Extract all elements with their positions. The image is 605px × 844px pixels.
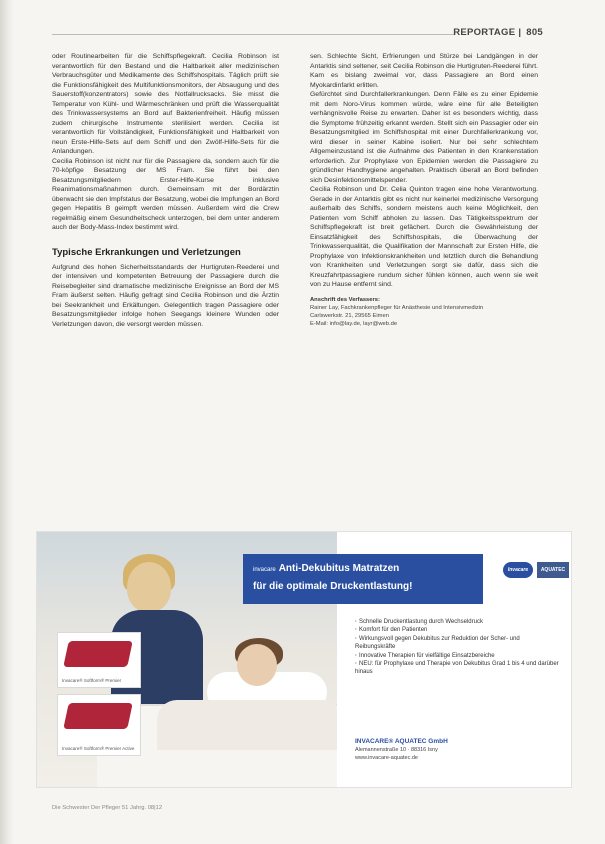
right-column	[310, 52, 538, 328]
ad-headline-text-1: Anti-Dekubitus Matratzen	[278, 563, 400, 574]
left-paragraph-1: oder Routinearbeiten für die Schiffspflegekraft. Cecilia Robinson ist verantwortlich für den Bestand und die Haltbarkeit aller medizinischen Verbrauchsgüter und Medikamente des Schiffshospitals. Täglich prüft sie die Funktionsfähigkeit des Multifunktionsmonitors, der Absaugung und des Sauerstoff(konzentrators) sowie des Notfallrucksacks. Sie misst die Temperatur von Kühl- und Wärmeschränken und prüft die Wasserqualität des Trinkwassersystems an Bord auf Bakterienfreiheit. Häufig müssen zudem chirurgische Instrumente sterilisiert werden. Cecilia ist verantwortlich für Vollständigkeit, Funktionsfähigkeit und Haltbarkeit von neun Erste-Hilfe-Sets auf dem Schiff und den Zwölf-Hilfe-Sets für die Anlandungen.	[52, 53, 279, 155]
right-paragraph-1: sen. Schlechte Sicht, Erfrierungen und Stürze bei Landgängen in der Antarktis sind seltener, seit Cecilia Robinson die Hurtigruten-Reederei führt. Kam es bislang zweimal vor, dass Passagiere an Bord einen Myokardinfarkt erlitten.	[310, 53, 538, 89]
page-footer: Die Schwester Der Pfleger 51 Jahrg. 08|12	[52, 805, 163, 811]
ad-headline-banner	[243, 554, 483, 604]
section-name: REPORTAGE	[453, 27, 516, 38]
company-name: INVACARE® AQUATEC GmbH	[355, 738, 448, 745]
right-paragraph-3: Cecilia Robinson und Dr. Celia Quinton tragen eine hohe Verantwortung. Gerade in der Antarktis gibt es nicht nur keinerlei medizinische Versorgung außerhalb des Schiffs, sondern meistens auch keine Möglichkeit, den Patienten vom Schiff abholen zu lassen. Das Tätigkeitsspektrum der Schiffspflegekraft ist breit gefächert. Durch die Gewährleistung der Einsatzfähigkeit des Schiffshospitals, die Überwachung der Trinkwasserqualität, die Qualifikation der Mannschaft zur Ersten Hilfe, die Prophylaxe von Infektionskrankheiten und letztlich durch die Behandlung von Krankheiten und Verletzungen sorgt sie dafür, dass sich die Kreuzfahrtpassagiere rundum sicher fühlen können, auch wenn sie weit von zu Hause entfernt sind.	[310, 186, 538, 288]
mattress-image	[63, 641, 133, 667]
bullet-icon: ·	[355, 635, 357, 642]
ad-feature-item	[355, 618, 561, 626]
company-address: Alemannenstraße 10 · 88316 Isny	[355, 747, 438, 753]
patient-head	[237, 644, 277, 686]
header-separator: |	[518, 27, 522, 38]
bullet-icon: ·	[355, 619, 357, 625]
left-paragraph-3: Aufgrund des hohen Sicherheitsstandards der Hurtigruten-Reederei und der intensiven und kompetenten Betreuung der Passagiere durch die Reisebegleiter sind dramatische medizinische Ereignisse an Bord der MS Fram äußerst selten. Häufig gefragt sind Cecilia Robinson und die Ärztin bei Seekrankheit und Erkältungen. Gelegentlich tragen Passagiere oder Besatzungsmitglieder infolge hohen Seegangs kleinere Wunden oder Verletzungen davon, die versorgt werden müssen.	[52, 263, 279, 328]
ad-brand-small: invacare	[253, 567, 276, 573]
ad-headline-line-1	[253, 563, 399, 574]
ad-feature-text: Komfort für den Patienten	[359, 627, 428, 634]
left-paragraph-2: Cecilia Robinson ist nicht nur für die Passagiere da, sondern auch für die 70-köpfige Besatzung der MS Fram. Sie führt bei den Besatzungsmitgliedern Erster-Hilfe-Kurse inklusive Reanimationsmaßnahmen durch. Gemeinsam mit der Bordärztin überwacht sie den Impfstatus der Besatzung, wobei die Impfungen an Bord gegen Hepatitis B geimpft werden müssen. Außerdem wird die Crew regelmäßig einem Gesundheitscheck unterzogen, bei dem unter anderem auch der Body-Mass-Index bestimmt wird.	[52, 157, 279, 231]
section-label	[453, 27, 543, 38]
ad-company-block	[355, 738, 448, 762]
address-line-2: Carlswerkstr. 21, 29565 Eimen	[310, 312, 389, 319]
ad-feature-text: Wirkungsvoll gegen Dekubitus zur Reduktion der Scher- und Reibungskräfte	[355, 635, 520, 651]
bullet-icon: ·	[355, 661, 357, 668]
aquatec-logo: AQUATEC	[537, 562, 569, 578]
page-number: 805	[526, 27, 543, 38]
bullet-icon: ·	[355, 627, 357, 634]
ad-feature-item	[355, 635, 561, 652]
nurse-head	[127, 562, 171, 612]
right-paragraph-2: Gefürchtet sind Durchfallerkrankungen. Denn Fälle es zu einer Epidemie mit dem Noro-Virus kommen würde, wäre eine für alle Beteiligten verhängnisvolle Reise zu erwarten. Daher ist es besonders wichtig, dass die Symptome frühzeitig erkannt werden. Stellt sich ein Passagier oder ein Besatzungsmitglied im Schiffshospital mit einer Durchfallerkrankung vor, wird dieser in seiner Kabine isoliert. Nur bei sehr schlechtem Allgemeinzustand ist die Aufnahme des Patienten in den Krankenstation erforderlich. Zur Prophylaxe von Epidemien werden die Passagiere zu gründlicher Handhygiene angehalten. Praktisch überall an Bord befinden sich Desinfektionsmittelspender.	[310, 91, 538, 184]
product-caption-1: Invacare® Softform® Premier	[62, 678, 122, 683]
company-website: www.invacare-aquatec.de	[355, 755, 418, 761]
invacare-logo: Invacare	[503, 562, 533, 578]
ad-feature-item	[355, 652, 561, 660]
product-caption-2: Invacare® Softform® Premier Active	[62, 746, 135, 751]
page-header	[52, 24, 543, 40]
address-title: Anschrift des Verfassers:	[310, 296, 380, 303]
ad-feature-item	[355, 626, 561, 634]
header-rule	[52, 34, 455, 35]
address-email: E-Mail: info@lay.de, layr@web.de	[310, 321, 398, 328]
author-address	[310, 296, 538, 329]
left-column	[52, 52, 279, 329]
page-spine-shadow	[0, 0, 14, 844]
ad-headline-line-2: für die optimale Druckentlastung!	[253, 581, 413, 592]
advertisement	[36, 531, 572, 788]
blanket	[157, 700, 337, 750]
product-inset-1	[57, 632, 141, 688]
ad-feature-list	[355, 618, 561, 677]
ad-feature-text: NEU: für Prophylaxe und Therapie von Dekubitus Grad 1 bis 4 und darüber hinaus	[355, 661, 559, 676]
ad-feature-text: Innovative Therapien für vielfältige Einsatzbereiche	[359, 652, 495, 659]
bullet-icon: ·	[355, 652, 357, 659]
product-inset-2	[57, 694, 141, 756]
section-heading: Typische Erkrankungen und Verletzungen	[52, 246, 241, 258]
ad-feature-item	[355, 660, 561, 677]
ad-feature-text: Schnelle Druckentlastung durch Wechseldruck	[359, 619, 483, 625]
address-line-1: Rainer Lay, Fachkrankenpfleger für Anästhesie und Intensivmedizin	[310, 304, 484, 311]
mattress-image	[63, 703, 133, 729]
